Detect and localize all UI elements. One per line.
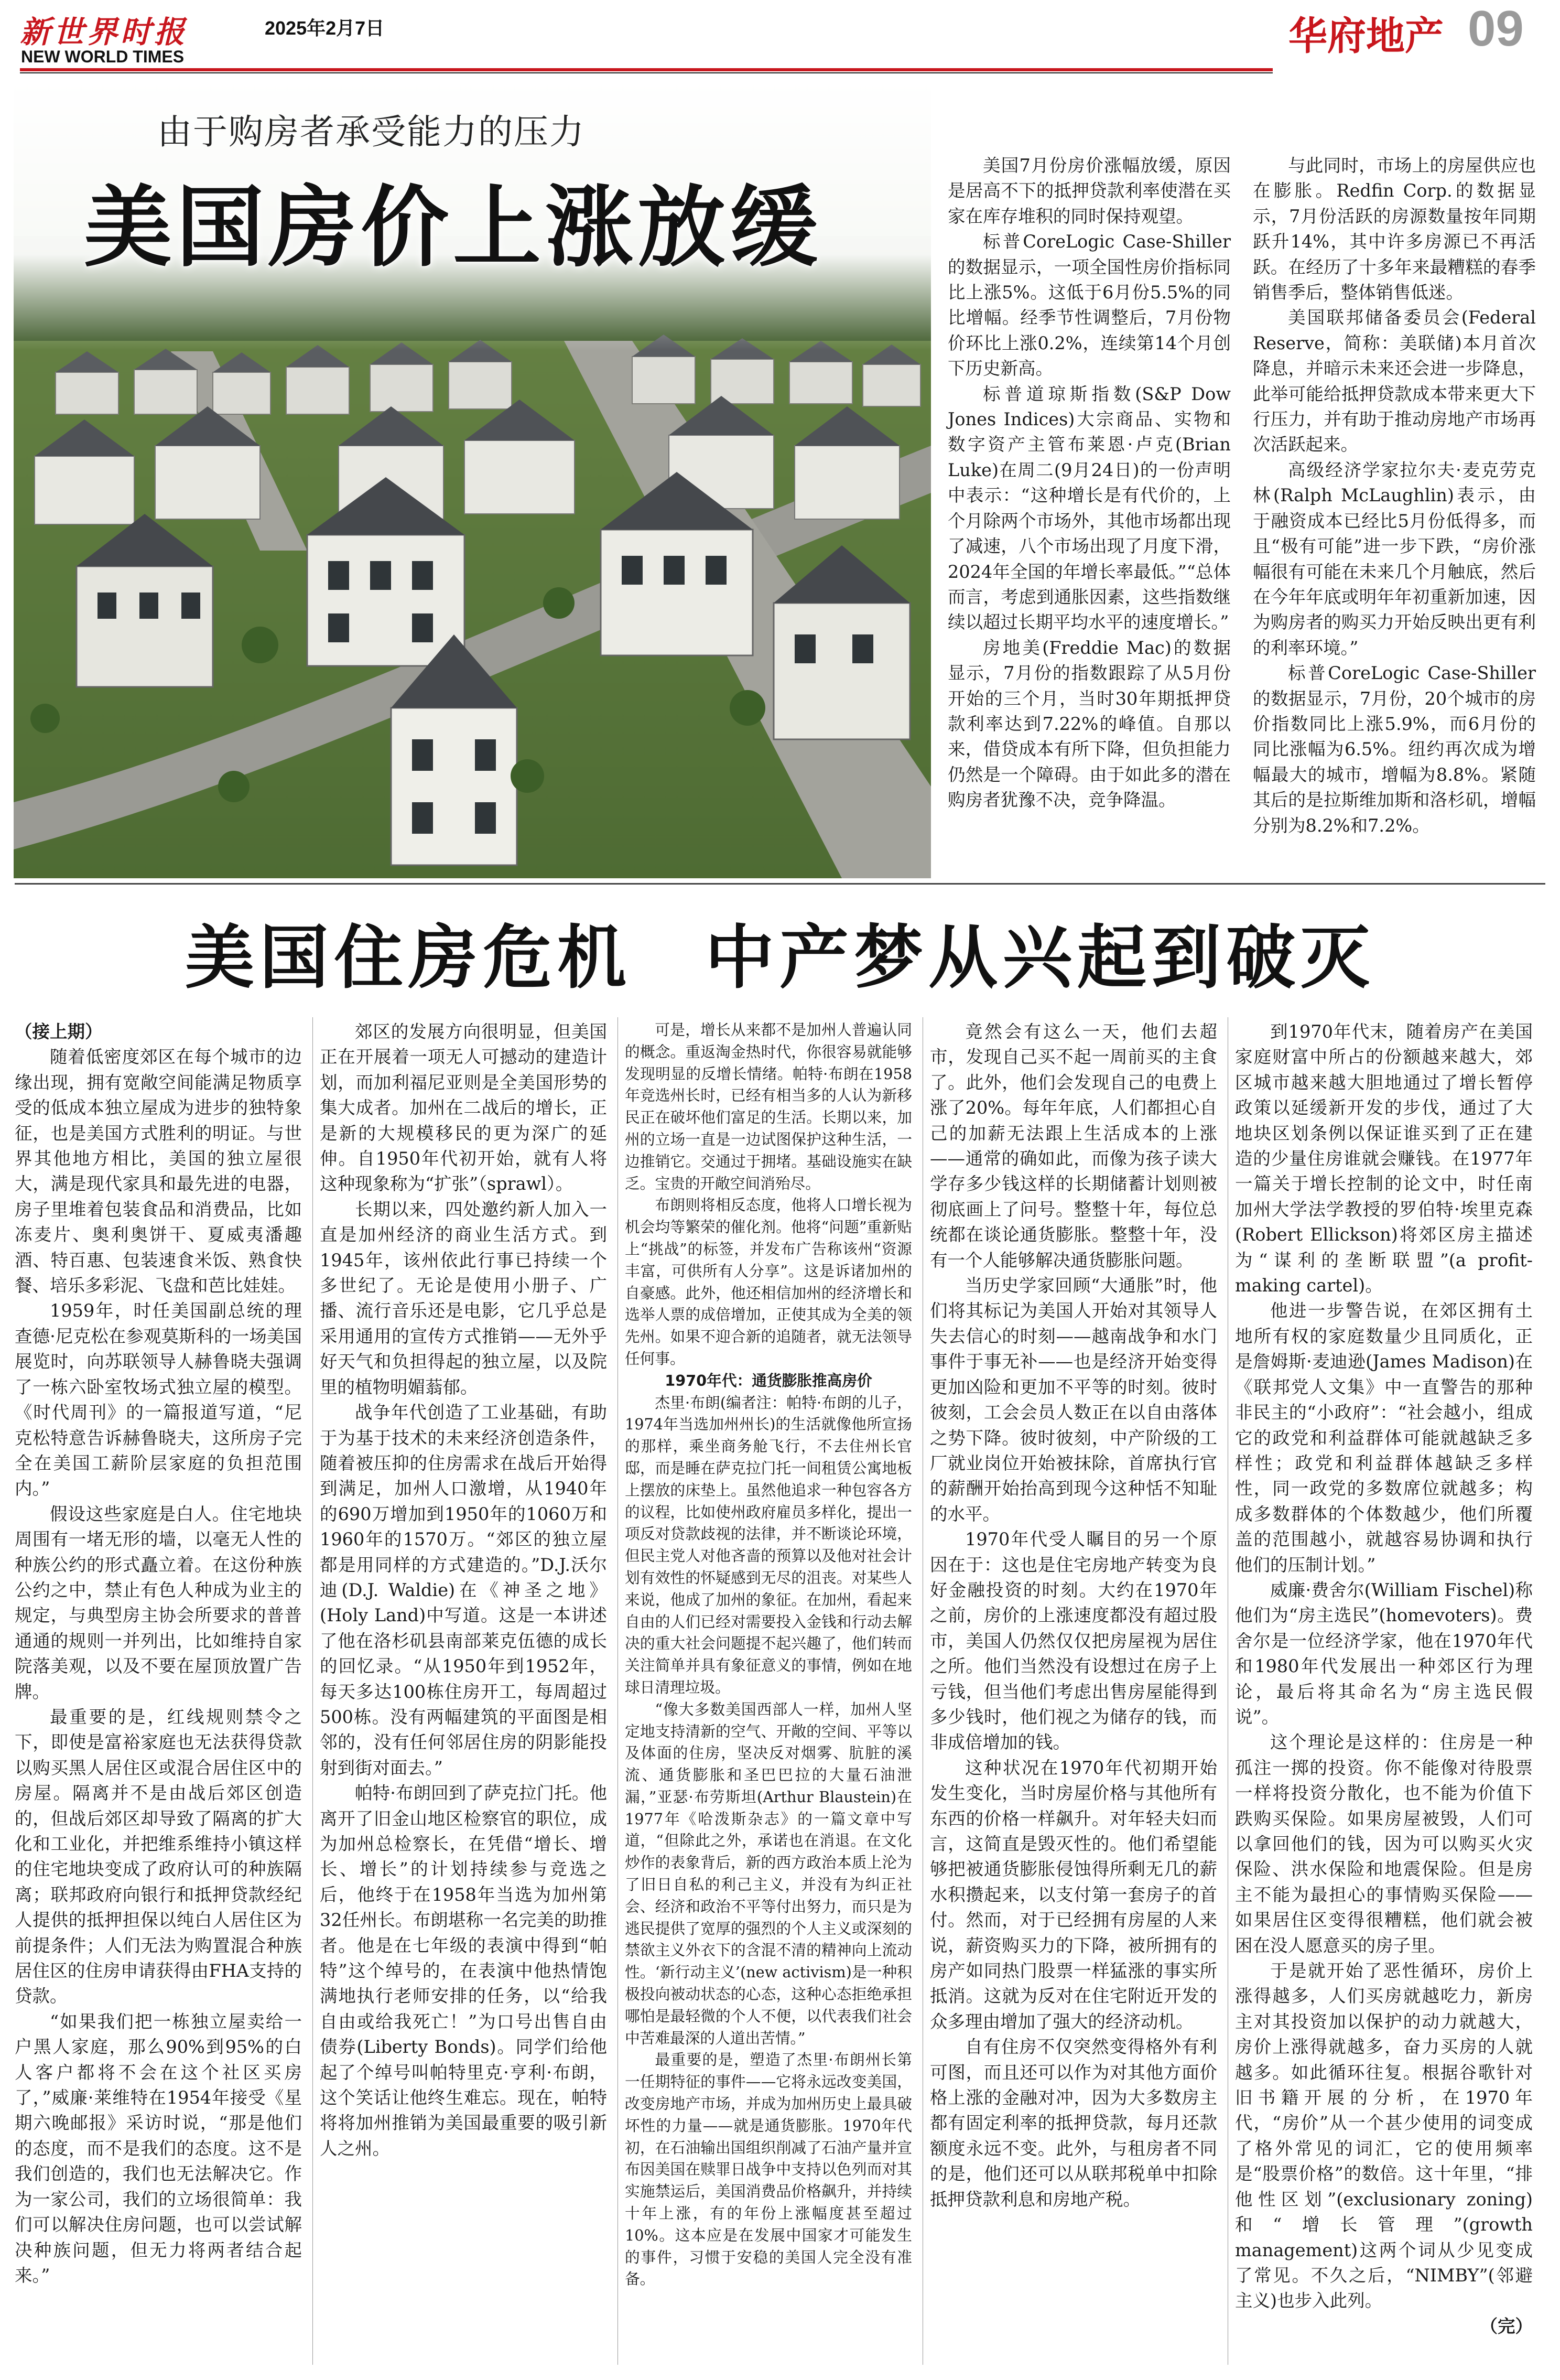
story1-paragraph: 标普道琼斯指数(S&P Dow Jones Indices)大宗商品、实物和数字资产主管布莱恩·卢克(Brian Luke)在周二(9月24日)的一份声明中表示：“这种增长是有代价的，上个月除两个市场外，其他市场都出现了减速，八个市场出现了月度下滑，2024年全国的年增长率最低。”“总体而言，考虑到通胀因素，这些指数继续以超过长期平均水平的速度增长。” (948, 383, 1231, 633)
story2-column-4 (930, 1019, 1217, 2212)
section-divider (15, 883, 1545, 885)
story2-paragraph: 假设这些家庭是白人。住宅地块周围有一堵无形的墙，以毫无人性的种族公约的形式矗立着。在这份种族公约之中，禁止有色人种成为业主的规定，与典型房主协会所要求的普普通通的规则一并列出，比如维持自家院落美观，以及不要在屋顶放置广告牌。 (15, 1503, 302, 1702)
story2-paragraph: 到1970年代末，随着房产在美国家庭财富中所占的份额越来越大，郊区城市越来越大胆地通过了增长暂停政策以延缓新开发的步伐，通过了大地块区划条例以保证谁买到了正在建造的少量住房谁就会赚钱。在1977年一篇关于增长控制的论文中，时任南加州大学法学教授的罗伯特·埃里克森(Robert Ellickson)将郊区房主描述为“谋利的垄断联盟”(a profit-making cartel)。 (1235, 1021, 1533, 1296)
story2-paragraph: 于是就开始了恶性循环，房价上涨得越多，人们买房就越吃力，新房主对其投资加以保护的动力就越大，房价上涨得就越多，奋力买房的人就越多。如此循环往复。根据谷歌针对旧书籍开展的分析，在1970年代，“房价”从一个甚少使用的词变成了格外常见的词汇，它的使用频率是“股票价格”的数倍。这十年里，“排他性区划”(exclusionary zoning)和“增长管理”(growth management)这两个词从少见变成了常见。不久之后，“NIMBY”(邻避主义)也步入此列。 (1235, 1961, 1533, 2311)
story2-paragraph: 杰里·布朗(编者注：帕特·布朗的儿子，1974年当选加州州长)的生活就像他所宣扬的那样，乘坐商务舱飞行，不去住州长官邸，而是睡在萨克拉门托一间租赁公寓地板上摆放的床垫上。虽然他追求一种包容各方的议程，比如使州政府雇员多样化，提出一项反对贷款歧视的法律，并不断谈论环境，但民主党人对他吝啬的预算以及他对社会计划有效性的怀疑感到无尽的沮丧。对某些人来说，他成了加州的象征。在加州，看起来自由的人们已经对需要投入金钱和行动去解决的重大社会问题提不起兴趣了，他们转而关注简单并具有象征意义的事情，例如在地球日清理垃圾。 (625, 1393, 912, 1696)
story1-paragraph: 高级经济学家拉尔夫·麦克劳克林(Ralph McLaughlin)表示，由于融资成本已经比5月份低得多，而且“极有可能”进一步下跌，“房价涨幅很有可能在未来几个月触底，然后在今年年底或明年年初重新加速，因为购房者的购买力开始反映出更有利的利率环境。” (1253, 459, 1536, 658)
story2-paragraph: 1959年，时任美国副总统的理查德·尼克松在参观莫斯科的一场美国展览时，向苏联领导人赫鲁晓夫强调了一栋六卧室牧场式独立屋的模型。《时代周刊》的一篇报道写道，“尼克松特意告诉赫鲁晓夫，这所房子完全在美国工薪阶层家庭的负担范围内。” (15, 1300, 302, 1499)
story1-column-2 (1253, 153, 1536, 838)
masthead-rule-thin (20, 72, 1273, 73)
story1-paragraph: 房地美(Freddie Mac)的数据显示，7月份的指数跟踪了从5月份开始的三个月，当时30年期抵押贷款利率达到7.22%的峰值。自那以来，借贷成本有所下降，但负担能力仍然是一个障碍。由于如此多的潜在购房者犹豫不决，竞争降温。 (948, 637, 1231, 811)
story2-paragraph: 1970年代受人瞩目的另一个原因在于：这也是住宅房地产转变为良好金融投资的时刻。大约在1970年之前，房价的上涨速度都没有超过股市，美国人仍然仅仅把房屋视为居住之所。他们当然没有设想过在房子上亏钱，但当他们考虑出售房屋能得到多少钱时，他们视之为储存的钱，而非成倍增加的钱。 (930, 1529, 1217, 1753)
story2-column-3 (625, 1019, 912, 2290)
story1-paragraph: 标普CoreLogic Case-Shiller的数据显示，一项全国性房价指标同比上涨5%。这低于6月份5.5%的同比增幅。经季节性调整后，7月份物价环比上涨0.2%，连续第14个月创下历史新高。 (948, 231, 1231, 379)
newspaper-name-english: NEW WORLD TIMES (21, 47, 185, 66)
story2-paragraph: 最重要的是，红线规则禁令之下，即使是富裕家庭也无法获得贷款以购买黑人居住区或混合居住区中的房屋。隔离并不是由战后郊区创造的，但战后郊区却导致了隔离的扩大化和工业化，并把维系维持小镇这样的住宅地块变成了政府认可的种族隔离；联邦政府向银行和抵押贷款经纪人提供的抵押担保以纯白人居住区为前提条件；人们无法为购置混合种族居住区的住房申请获得由FHA支持的贷款。 (15, 1706, 302, 2007)
story1-paragraph: 美国联邦储备委员会(Federal Reserve，简称：美联储)本月首次降息，并暗示未来还会进一步降息，此举可能给抵押贷款成本带来更大下行压力，并有助于推动房地产市场再次活跃起来。 (1253, 307, 1536, 455)
story2-paragraph: 竟然会有这么一天，他们去超市，发现自己买不起一周前买的主食了。此外，他们会发现自己的电费上涨了20%。每年年底，人们都担心自己的加薪无法跟上生活成本的上涨——通常的确如此，而像为孩子读大学存多少钱这样的长期储蓄计划则被彻底画上了问号。整整十年，每位总统都在谈论通货膨胀。整整十年，没有一个人能够解决通货膨胀问题。 (930, 1021, 1217, 1270)
story2-column-5 (1235, 1019, 1533, 2339)
story2-paragraph: 战争年代创造了工业基础，有助于为基于技术的未来经济创造条件，随着被压抑的住房需求在战后开始得到满足，加州人口激增，从1940年的690万增加到1950年的1060万和1960年的1570万。“郊区的独立屋都是用同样的方式建造的。”D.J.沃尔迪(D.J. Waldie)在《神圣之地》(Holy Land)中写道。这是一本讲述了他在洛杉矶县南部莱克伍德的成长的回忆录。“从1950年到1952年，每天多达100栋住房开工，每周超过500栋。没有两幅建筑的平面图是相邻的，没有任何邻居住房的阴影能投射到街对面去。” (320, 1402, 607, 1778)
story1-paragraph: 标普CoreLogic Case-Shiller的数据显示，7月份，20个城市的房价指数同比上涨5.9%，而6月份的同比涨幅为6.5%。纽约再次成为增幅最大的城市，增幅为8.8%。紧随其后的是拉斯维加斯和洛杉矶，增幅分别为8.2%和7.2%。 (1253, 663, 1536, 836)
story1-paragraph: 美国7月份房价涨幅放缓，原因是居高不下的抵押贷款利率使潜在买家在库存堆积的同时保持观望。 (948, 155, 1231, 227)
story2-headline-part1: 美国住房危机 (185, 917, 632, 998)
story2-headline (0, 902, 1560, 1001)
story2-paragraph: 布朗则将相反态度，他将人口增长视为机会均等繁荣的催化剂。他将“问题”重新贴上“挑战”的标签，并发布广告称该州“资源丰富，可供所有人分享”。这是诉诸加州的自豪感。此外，他还相信加州的经济增长和选举人票的成倍增加，正使其成为全美的领先州。如果不迎合新的追随者，就无法领导任何事。 (625, 1196, 912, 1367)
story2-paragraph: 他进一步警告说，在郊区拥有土地所有权的家庭数量少且同质化，正是詹姆斯·麦迪逊(James Madison)在《联邦党人文集》中一直警告的那种非民主的“小政府”：“社会越小，组成它的政党和利益群体可能就越缺乏多样性；政党和利益群体越缺乏多样性，同一政党的多数席位就越多；构成多数群体的个体数越少，他们所覆盖的范围越小，就越容易协调和执行他们的压制计划。” (1235, 1300, 1533, 1575)
masthead-rule (20, 68, 1273, 71)
story2-paragraph: 可是，增长从来都不是加州人普遍认同的概念。重返淘金热时代，你很容易就能够发现明显的反增长情绪。帕特·布朗在1958年竞选州长时，已经有相当多的人认为新移民正在破坏他们富足的生活。长期以来，加州的立场一直是一边试图保护这种生活，一边推销它。交通过于拥堵。基础设施实在缺乏。宝贵的开敞空间消殆尽。 (625, 1021, 912, 1192)
story2-paragraph: 帕特·布朗回到了萨克拉门托。他离开了旧金山地区检察官的职位，成为加州总检察长，在凭借“增长、增长、增长”的计划持续参与竞选之后，他终于在1958年当选为加州第32任州长。布朗堪称一名完美的助推者。他是在七年级的表演中得到“帕特”这个绰号的，在表演中他热情饱满地执行老师安排的任务，以“给我自由或给我死亡！”为口号出售自由债券(Liberty Bonds)。同学们给他起了个绰号叫帕特里克·亨利·布朗，这个笑话让他终生难忘。现在，帕特将将加州推销为美国最重要的吸引新人之州。 (320, 1783, 607, 2159)
story1-kicker: 由于购房者承受能力的压力 (157, 112, 585, 152)
story2-paragraph: “如果我们把一栋独立屋卖给一户黑人家庭，那么90%到95%的白人客户都将不会在这个社区买房了，”威廉·莱维特在1954年接受《星期六晚邮报》采访时说，“那是他们的态度，而不是我们的态度。这不是我们创造的，我们也无法解决它。作为一家公司，我们的立场很简单：我们可以解决住房问题，也可以尝试解决种族问题，但无力将两者结合起来。” (15, 2011, 302, 2286)
story2-paragraph: 威廉·费舍尔(William Fischel)称他们为“房主选民”(homevoters)。费舍尔是一位经济学家，他在1970年代和1980年代发展出一种郊区行为理论，最后将其命名为“房主选民假说”。 (1235, 1579, 1533, 1727)
continued-label: （接上期） (15, 1021, 103, 1042)
story2-subhead: 1970年代：通货膨胀推高房价 (665, 1371, 872, 1390)
story2-paragraph: 当历史学家回顾“大通胀”时，他们将其标记为美国人开始对其领导人失去信心的时刻——越南战争和水门事件于事无补——也是经济开始变得更加凶险和更加不平等的时刻。彼时彼刻，工会会员人数正在以自由落体之势下降。彼时彼刻，中产阶级的工厂就业岗位开始被抹除，首席执行官的薪酬开始抬高到现今这种恬不知耻的水平。 (930, 1275, 1217, 1524)
newspaper-logo: 新世界时报 (20, 14, 188, 50)
story2-paragraph: 长期以来，四处邀约新人加入一直是加州经济的商业生活方式。到1945年，该州依此行事已持续一个多世纪了。无论是使用小册子、广播、流行音乐还是电影，它几乎总是采用通用的宣传方式推销——无外乎好天气和负担得起的独立屋，以及院里的植物明媚蓊郁。 (320, 1199, 607, 1397)
issue-date: 2025年2月7日 (265, 17, 385, 39)
story2-end-mark: （完） (1480, 2316, 1533, 2336)
story2-column-2 (320, 1019, 607, 2161)
column-rule (312, 1017, 313, 2365)
story1-paragraph: 与此同时，市场上的房屋供应也在膨胀。Redfin Corp.的数据显示，7月份活跃的房源数量按年同期跃升14%，其中许多房源已不再活跃。在经历了十多年来最糟糕的春季销售季后，整体销售低迷。 (1253, 155, 1536, 303)
story1-column-1 (948, 153, 1231, 813)
story2-column-1 (15, 1019, 302, 2288)
story2-paragraph: 自有住房不仅突然变得格外有利可图，而且还可以作为对其他方面价格上涨的金融对冲，因为大多数房主都有固定利率的抵押贷款，每月还款额度永远不变。此外，与租房者不同的是，他们还可以从联邦税单中扣除抵押贷款利息和房地产税。 (930, 2037, 1217, 2210)
story2-paragraph: “像大多数美国西部人一样，加州人坚定地支持清新的空气、开敞的空间、平等以及体面的住房，坚决反对烟雾、肮脏的溪流、通货膨胀和圣巴巴拉的大量石油泄漏，”亚瑟·布劳斯坦(Arthur Blaustein)在1977年《哈泼斯杂志》的一篇文章中写道，“但除此之外，承诺也在消退。在文化炒作的表象背后，新的西方政治本质上沦为了旧日自私的利己主义，并没有为纠正社会、经济和政治不平等付出努力，而只是为逃民提供了宽厚的强烈的个人主义或深刻的禁欲主义外衣下的含混不清的精神向上流动性。‘新行动主义’(new activism)是一种积极投向被动状态的心态，这种心态拒绝承担哪怕是最轻微的个人不便，以代表我们社会中苦难最深的人道出苦情。” (625, 1700, 912, 2047)
story2-paragraph: 最重要的是，塑造了杰里·布朗州长第一任期特征的事件——它将永远改变美国，改变房地产市场，并成为加州历史上最具破坏性的力量——就是通货膨胀。1970年代初，在石油输出国组织削减了石油产量并宣布因美国在赎罪日战争中支持以色列而对其实施禁运后，美国消费品价格飙升，并持续十年上涨，有的年份上涨幅度甚至超过10%。这本应是在发展中国家才可能发生的事件，习惯于安稳的美国人完全没有准备。 (625, 2051, 912, 2288)
story2-headline-part2: 中产梦从兴起到破灭 (705, 917, 1375, 998)
story2-paragraph: 这种状况在1970年代初期开始发生变化，当时房屋价格与其他所有东西的价格一样飙升。对年轻夫妇而言，这简直是毁灭性的。他们希望能够把被通货膨胀侵蚀得所剩无几的薪水积攒起来，以支付第一套房子的首付。然而，对于已经拥有房屋的人来说，薪资购买力的下降，被所拥有的房产如同热门股票一样猛涨的事实所抵消。这就为反对在住宅附近开发的众多理由增加了强大的经济动机。 (930, 1757, 1217, 2032)
story1-headline: 美国房价上涨放缓 (84, 175, 822, 279)
story2-paragraph: 随着低密度郊区在每个城市的边缘出现，拥有宽敞空间能满足物质享受的低成本独立屋成为进步的独特象征，也是美国方式胜利的明证。与世界其他地方相比，美国的独立屋很大，满是现代家具和最先进的电器，房子里堆着包装食品和消费品，比如冻麦片、奥利奥饼干、夏威夷潘趣酒、特百惠、包装速食米饭、熟食快餐、培乐多彩泥、飞盘和芭比娃娃。 (15, 1047, 302, 1296)
story2-paragraph: 郊区的发展方向很明显，但美国正在开展着一项无人可撼动的建造计划，而加利福尼亚则是全美国形势的集大成者。加州在二战后的增长，正是新的大规模移民的更为深广的延伸。自1950年代初开始，就有人将这种现象称为“扩张”（sprawl）。 (320, 1021, 607, 1194)
story2-paragraph: 这个理论是这样的：住房是一种孤注一掷的投资。你不能像对待股票一样将投资分散化，也不能为价值下跌购买保险。如果房屋被毁，人们可以拿回他们的钱，因为可以购买火灾保险、洪水保险和地震保险。但是房主不能为最担心的事情购买保险——如果居住区变得很糟糕，他们就会被困在没人愿意买的房子里。 (1235, 1732, 1533, 1956)
page-number: 09 (1468, 1, 1524, 57)
section-name: 华府地产 (1288, 14, 1444, 59)
